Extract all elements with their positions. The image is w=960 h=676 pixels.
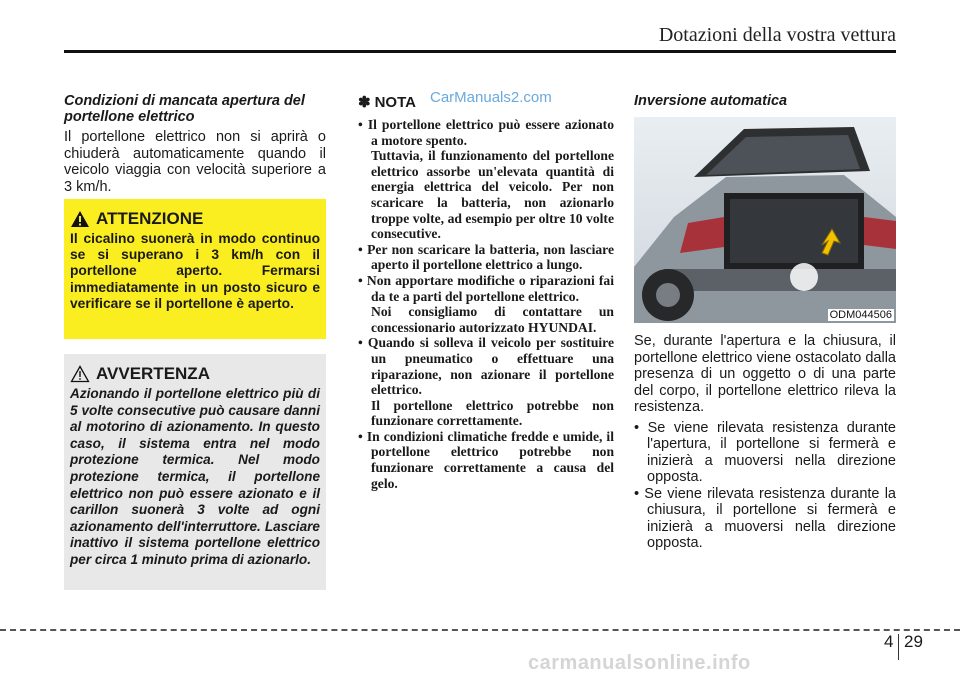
note-heading (358, 89, 614, 111)
header-rule (64, 50, 896, 53)
note-symbol: ✽ (358, 94, 371, 111)
note-item: • Non apportare modifiche o riparazioni fai da te a parti del portellone elettrico. Noi consigliamo di contattare un concessionario autorizzato HYUNDAI. (358, 272, 614, 335)
attention-body: Il cicalino suonerà in modo continuo se si superano i 3 km/h con il portellone aperto. Fermarsi immediatamente in un posto sicuro e verificare se il portellone è aperto. (70, 231, 320, 311)
page-header-title: Dotazioni della vostra vettura (658, 24, 896, 46)
attention-title: ATTENZIONE (96, 209, 204, 228)
bullet-list (634, 420, 896, 552)
car-rear-illustration (634, 117, 896, 323)
footer-rule (0, 629, 960, 631)
column-right (634, 93, 896, 552)
note-item: • Il portellone elettrico può essere azionato a motore spento. Tuttavia, il funzionamento del portellone elettrico assorbe un'elevata quantità di energia elettrica del veicolo. Per non scaricare la batteria, non azionarlo troppe volte, ad esempio per oltre 10 volte consecutive. (358, 117, 614, 242)
attention-box (64, 199, 326, 339)
note-list (358, 117, 614, 491)
section-body: Se, durante l'apertura e la chiusura, il portellone elettrico viene ostacolato dalla presenza di un oggetto o di una parte del corpo, il portellone elettrico rileva la resistenza. (634, 333, 896, 415)
section-body: Il portellone elettrico non si aprirà o chiuderà automaticamente quando il veicolo viaggia con velocità superiore a 3 km/h. (64, 129, 326, 195)
note-item: • Per non scaricare la batteria, non lasciare aperto il portellone elettrico a lungo. (358, 241, 614, 273)
page-number: 29 (904, 632, 923, 651)
watermark-text: CarManuals2.com (430, 89, 552, 106)
section-heading: Condizioni di mancata apertura del portellone elettrico (64, 93, 305, 125)
list-item: • Se viene rilevata resistenza durante l'apertura, il portellone si fermerà e inizierà a muoversi nella direzione opposta. (634, 419, 896, 485)
section-heading: Inversione automatica (634, 93, 788, 109)
caution-triangle-icon (70, 365, 90, 383)
note-item: • In condizioni climatiche fredde e umide, il portellone elettrico potrebbe non funzionare correttamente a causa del gelo. (358, 428, 614, 491)
chapter-number: 4 (884, 632, 894, 651)
figure-code: ODM044506 (829, 309, 892, 321)
list-item: • Se viene rilevata resistenza durante la chiusura, il portellone si fermerà e inizierà a muoversi nella direzione opposta. (634, 485, 896, 551)
tailgate-photo (634, 117, 896, 323)
warning-body: Azionando il portellone elettrico più di 5 volte consecutive può causare danni al motorino di azionamento. In questo caso, il sistema entra nel modo protezione termica. Nel modo protezione termica, il portellone elettrico non può essere azionato e il carillon suonerà 3 volte ad ogni azionamento dell'interruttore. Lasciare inattivo il sistema portellone elettrico per circa 1 minuto prima di azionarlo. (70, 386, 320, 567)
page-number-separator (898, 634, 899, 660)
column-left (64, 93, 326, 195)
warning-title: AVVERTENZA (96, 364, 210, 383)
column-middle (358, 89, 614, 491)
note-item: • Quando si solleva il veicolo per sostituire un pneumatico o effettuare una riparazione, non azionare il portellone elettrico. Il portellone elettrico potrebbe non funzionare correttamente. (358, 335, 614, 429)
warning-box (64, 354, 326, 590)
note-title: NOTA (374, 93, 416, 111)
warning-triangle-icon (70, 210, 90, 228)
site-watermark: carmanualsonline.info (528, 652, 751, 674)
